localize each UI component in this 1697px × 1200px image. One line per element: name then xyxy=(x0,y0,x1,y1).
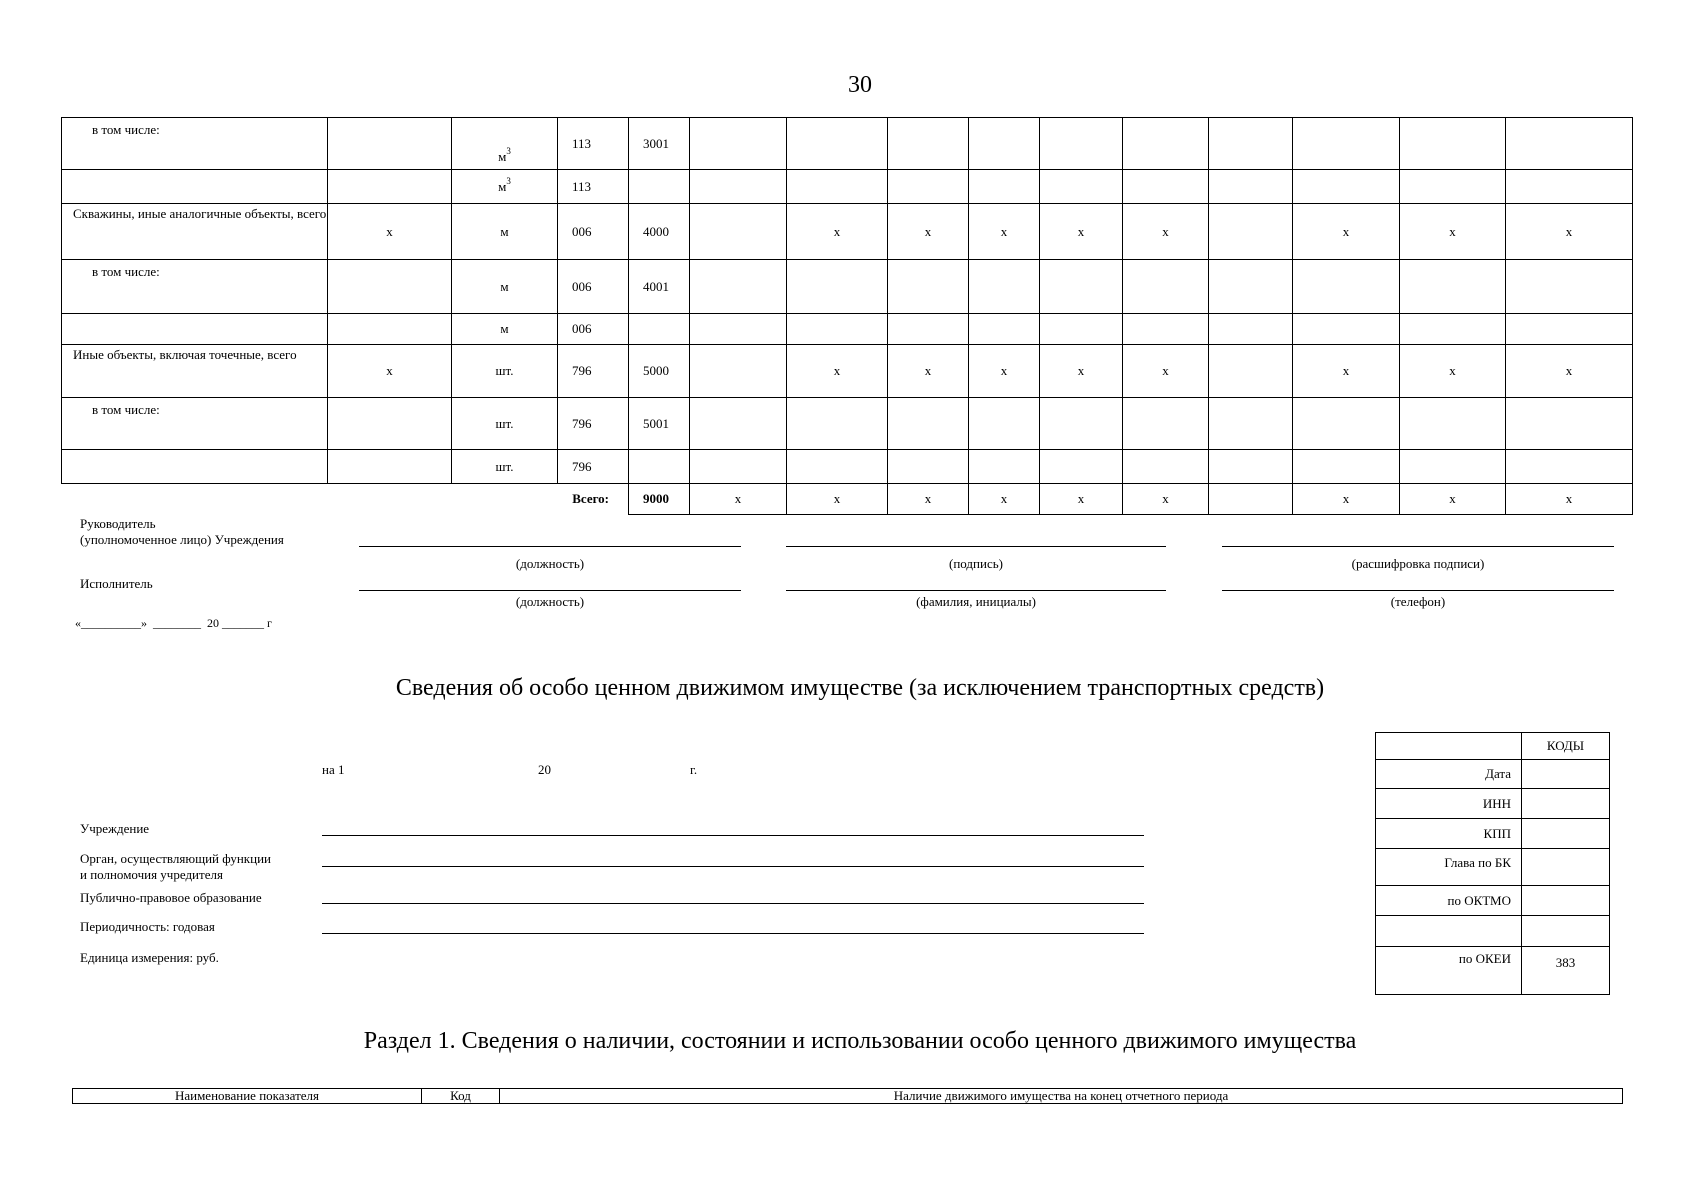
unit-cell: м xyxy=(452,260,558,314)
codes-okei-value: 383 xyxy=(1522,947,1610,995)
row-name xyxy=(62,450,328,484)
cell[interactable] xyxy=(888,398,969,450)
institution-field[interactable] xyxy=(322,835,1144,836)
date-year: 20 xyxy=(538,762,551,777)
cell[interactable] xyxy=(1123,118,1209,170)
column-header: Код xyxy=(422,1089,500,1104)
property-table xyxy=(61,117,1633,515)
cell[interactable] xyxy=(1040,450,1123,484)
authority-label: Орган, осуществляющий функции и полномочия учредителя xyxy=(80,851,271,882)
table-row xyxy=(62,260,1633,314)
cell[interactable] xyxy=(1040,398,1123,450)
codes-kpp-value[interactable] xyxy=(1522,819,1610,849)
value-cell: х xyxy=(1040,345,1123,398)
cell[interactable] xyxy=(690,170,787,204)
unit-cell: $м^3$ xyxy=(452,170,558,204)
executor-label: Исполнитель xyxy=(80,576,153,591)
total-code: 9000 xyxy=(629,484,690,515)
cell[interactable] xyxy=(1293,450,1400,484)
cell[interactable] xyxy=(328,260,452,314)
value-cell: х xyxy=(1293,345,1400,398)
cell[interactable] xyxy=(1293,314,1400,345)
okei-cell: 113 xyxy=(558,118,629,170)
cell[interactable] xyxy=(969,398,1040,450)
periodicity-label: Периодичность: годовая xyxy=(80,919,215,934)
value-cell: х xyxy=(888,345,969,398)
unit-cell: шт. xyxy=(452,398,558,450)
row-name: Иные объекты, включая точечные, всего xyxy=(62,345,328,398)
cell[interactable] xyxy=(690,314,787,345)
codes-label: ИНН xyxy=(1376,789,1522,819)
date-suffix: г. xyxy=(690,762,698,777)
cell[interactable] xyxy=(1123,260,1209,314)
value-cell: х xyxy=(1506,204,1633,260)
code-cell xyxy=(629,314,690,345)
table-row xyxy=(62,204,1633,260)
position-line[interactable] xyxy=(359,546,741,547)
page-number: 30 xyxy=(848,72,872,98)
total-cell: х xyxy=(888,484,969,515)
okei-cell: 006 xyxy=(558,260,629,314)
okei-cell: 113 xyxy=(558,170,629,204)
total-cell: х xyxy=(1293,484,1400,515)
cell[interactable] xyxy=(690,118,787,170)
codes-label: Дата xyxy=(1376,760,1522,789)
table-row xyxy=(62,450,1633,484)
cell[interactable] xyxy=(969,170,1040,204)
col2-cell: х xyxy=(328,345,452,398)
cell[interactable] xyxy=(1293,118,1400,170)
codes-label: Глава по БК xyxy=(1376,849,1522,886)
cell[interactable] xyxy=(888,260,969,314)
cell[interactable] xyxy=(1209,170,1293,204)
value-cell: х xyxy=(1400,204,1506,260)
cell[interactable] xyxy=(1293,260,1400,314)
unit-cell: $м^3$ xyxy=(452,118,558,170)
unit-cell: м xyxy=(452,204,558,260)
codes-table xyxy=(1375,732,1610,995)
cell[interactable] xyxy=(1123,170,1209,204)
table-row xyxy=(62,314,1633,345)
cell[interactable] xyxy=(1209,450,1293,484)
cell[interactable] xyxy=(328,118,452,170)
code-cell: 3001 xyxy=(629,118,690,170)
total-cell: х xyxy=(969,484,1040,515)
row-name: в том числе: xyxy=(62,398,328,450)
cell[interactable] xyxy=(1506,314,1633,345)
cell[interactable] xyxy=(787,260,888,314)
table-header-row xyxy=(73,1089,1623,1104)
cell[interactable] xyxy=(888,170,969,204)
head-label: Руководитель (уполномоченное лицо) Учреждения xyxy=(80,516,284,547)
total-cell: х xyxy=(1506,484,1633,515)
total-cell: х xyxy=(690,484,787,515)
cell[interactable] xyxy=(787,170,888,204)
public-entity-label: Публично-правовое образование xyxy=(80,890,262,905)
cell[interactable] xyxy=(969,118,1040,170)
total-label: Всего: xyxy=(558,484,629,515)
cell[interactable] xyxy=(690,398,787,450)
cell[interactable] xyxy=(328,170,452,204)
cell[interactable] xyxy=(1506,118,1633,170)
value-cell xyxy=(1209,345,1293,398)
cell[interactable] xyxy=(328,314,452,345)
value-cell xyxy=(690,345,787,398)
caption-position2: (должность) xyxy=(515,594,585,609)
codes-oktmo-value[interactable] xyxy=(1522,886,1610,916)
unit-cell: м xyxy=(452,314,558,345)
cell[interactable] xyxy=(1400,260,1506,314)
cell[interactable] xyxy=(1506,450,1633,484)
cell[interactable] xyxy=(969,450,1040,484)
cell[interactable] xyxy=(969,314,1040,345)
institution-label: Учреждение xyxy=(80,821,150,836)
unit-label: Единица измерения: руб. xyxy=(80,950,219,965)
date-line: «__________» ________ 20 _______ г xyxy=(75,616,272,630)
executor-position-line[interactable] xyxy=(359,590,741,591)
cell[interactable] xyxy=(1506,260,1633,314)
value-cell: х xyxy=(1040,204,1123,260)
codes-label: по ОКТМО xyxy=(1376,886,1522,916)
okei-cell: 796 xyxy=(558,345,629,398)
caption-sign: (подпись) xyxy=(949,556,1003,571)
total-cell: х xyxy=(1040,484,1123,515)
codes-label: КПП xyxy=(1376,819,1522,849)
unit-cell: шт. xyxy=(452,345,558,398)
cell[interactable] xyxy=(787,118,888,170)
cell[interactable] xyxy=(1040,314,1123,345)
value-cell: х xyxy=(1123,345,1209,398)
total-cell: х xyxy=(1123,484,1209,515)
okei-cell: 006 xyxy=(558,314,629,345)
cell[interactable] xyxy=(1506,170,1633,204)
code-cell: 4000 xyxy=(629,204,690,260)
periodicity-field[interactable] xyxy=(322,933,1144,934)
caption-name: (фамилия, инициалы) xyxy=(916,594,1036,609)
signature-line[interactable] xyxy=(786,546,1166,547)
cell[interactable] xyxy=(690,260,787,314)
codes-bk-value[interactable] xyxy=(1522,849,1610,886)
cell[interactable] xyxy=(690,450,787,484)
cell[interactable] xyxy=(1040,260,1123,314)
okei-cell: 796 xyxy=(558,450,629,484)
cell[interactable] xyxy=(1209,398,1293,450)
code-cell xyxy=(629,450,690,484)
decode-line[interactable] xyxy=(1222,546,1614,547)
cell[interactable] xyxy=(1506,398,1633,450)
cell[interactable] xyxy=(328,450,452,484)
value-cell: х xyxy=(1123,204,1209,260)
cell[interactable] xyxy=(1123,450,1209,484)
value-cell: х xyxy=(787,345,888,398)
codes-date-value[interactable] xyxy=(1522,760,1610,789)
cell[interactable] xyxy=(888,450,969,484)
executor-phone-line[interactable] xyxy=(1222,590,1614,591)
cell[interactable] xyxy=(1123,314,1209,345)
value-cell: х xyxy=(1293,204,1400,260)
code-cell xyxy=(629,170,690,204)
cell[interactable] xyxy=(1400,118,1506,170)
cell[interactable] xyxy=(787,450,888,484)
date-prefix: на 1 xyxy=(322,762,345,777)
column-header: Наименование показателя xyxy=(73,1089,422,1104)
table-row xyxy=(62,398,1633,450)
value-cell xyxy=(1209,204,1293,260)
cell[interactable] xyxy=(888,314,969,345)
code-cell: 4001 xyxy=(629,260,690,314)
row-name: в том числе: xyxy=(62,118,328,170)
unit-cell: шт. xyxy=(452,450,558,484)
row-name xyxy=(62,170,328,204)
okei-cell: 006 xyxy=(558,204,629,260)
codes-label: по ОКЕИ xyxy=(1376,947,1522,995)
authority-field[interactable] xyxy=(322,866,1144,867)
value-cell xyxy=(690,204,787,260)
cell[interactable] xyxy=(1293,170,1400,204)
cell[interactable] xyxy=(1400,450,1506,484)
cell[interactable] xyxy=(787,398,888,450)
caption-decode: (расшифровка подписи) xyxy=(1351,556,1485,571)
row-name xyxy=(62,314,328,345)
value-cell: х xyxy=(969,204,1040,260)
cell[interactable] xyxy=(969,260,1040,314)
section-title: Сведения об особо ценном движимом имуществе (за исключением транспортных средств) xyxy=(395,675,1325,701)
value-cell: х xyxy=(1506,345,1633,398)
col2-cell: х xyxy=(328,204,452,260)
value-cell: х xyxy=(888,204,969,260)
column-header: Наличие движимого имущества на конец отчетного периода xyxy=(500,1089,1623,1104)
codes-header: КОДЫ xyxy=(1522,733,1610,760)
cell[interactable] xyxy=(1040,170,1123,204)
value-cell: х xyxy=(787,204,888,260)
cell[interactable] xyxy=(1209,118,1293,170)
availability-table xyxy=(72,1088,1623,1104)
cell[interactable] xyxy=(1209,260,1293,314)
row-name: Скважины, иные аналогичные объекты, всего xyxy=(62,204,328,260)
cell[interactable] xyxy=(1123,398,1209,450)
total-cell xyxy=(1209,484,1293,515)
public-entity-field[interactable] xyxy=(322,903,1144,904)
cell[interactable] xyxy=(1293,398,1400,450)
total-cell: х xyxy=(787,484,888,515)
part1-title: Раздел 1. Сведения о наличии, состоянии и использовании особо ценного движимого имущества xyxy=(363,1028,1357,1054)
table-row xyxy=(62,345,1633,398)
cell[interactable] xyxy=(1040,118,1123,170)
total-row xyxy=(62,484,1633,515)
caption-position: (должность) xyxy=(515,556,585,571)
codes-inn-value[interactable] xyxy=(1522,789,1610,819)
caption-phone: (телефон) xyxy=(1390,594,1446,609)
cell[interactable] xyxy=(1400,398,1506,450)
codes-label xyxy=(1376,916,1522,947)
cell[interactable] xyxy=(1400,314,1506,345)
cell[interactable] xyxy=(1400,170,1506,204)
okei-cell: 796 xyxy=(558,398,629,450)
total-cell: х xyxy=(1400,484,1506,515)
table-row xyxy=(62,118,1633,170)
code-cell: 5001 xyxy=(629,398,690,450)
codes-empty-value[interactable] xyxy=(1522,916,1610,947)
cell[interactable] xyxy=(787,314,888,345)
table-row xyxy=(62,170,1633,204)
row-name: в том числе: xyxy=(62,260,328,314)
cell[interactable] xyxy=(328,398,452,450)
cell[interactable] xyxy=(888,118,969,170)
value-cell: х xyxy=(1400,345,1506,398)
executor-name-line[interactable] xyxy=(786,590,1166,591)
value-cell: х xyxy=(969,345,1040,398)
code-cell: 5000 xyxy=(629,345,690,398)
cell[interactable] xyxy=(1209,314,1293,345)
